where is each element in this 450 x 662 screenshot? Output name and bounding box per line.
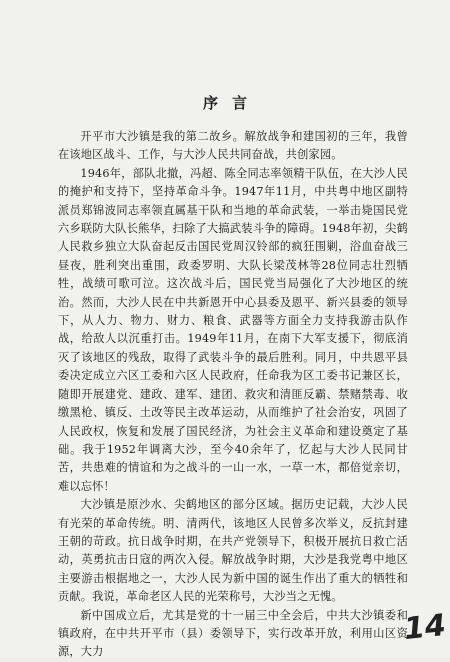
body-text [58,128,408,662]
paragraph: 开平市大沙镇是我的第二故乡。解放战争和建国初的三年，我曾在该地区战斗、工作，与大沙人民共同奋战，共创家园。 [58,130,408,162]
handwritten-page-number: 14 [402,607,448,648]
paragraph: 1946年，部队北撤，冯超、陈全同志率领精干队伍，在大沙人民的掩护和支持下，坚持革命斗争。1947年11月，中共粤中地区副特派员郑锦波同志率领直属基干队和当地的革命武装，一举击毙国民党六乡联防大队长熊华，扫除了大搞武装斗争的障碍。1948年初，尖鹤人民救乡独立大队奋起反击国民党周汉铃部的疯狂围剿，浴血奋战三昼夜，胜利突出重围，政委罗明、大队长梁茂林等28位同志壮烈牺牲，战绩可歌可泣。这次战斗后，国民党当局强化了大沙地区的统治。然而，大沙人民在中共新恩开中心县委及恩平、新兴县委的领导下，从人力、物力、财力、粮食、武器等方面全力支持我游击队作战，给敌人以沉重打击。1949年11月，在南下大军支援下，彻底消灭了该地区的残敌，取得了武装斗争的最后胜利。同月，中共恩平县委决定成立六区工委和六区人民政府，任命我为区工委书记兼区长，随即开展建党、建政、建军、建团、救灾和清匪反霸、禁赌禁毒、收缴黑枪、镇反、土改等民主改革运动，从而维护了社会治安，巩固了人民政权，恢复和发展了国民经济，为社会主义革命和建设奠定了基础。我于1952年调离大沙，至今40余年了，忆起与大沙人民同甘苦，共患难的情谊和为之战斗的一山一水，一草一木，都倍觉亲切，难以忘怀！ [58,166,408,493]
paragraph: 大沙镇是原沙水、尖鹤地区的部分区域。据历史记载，大沙人民有光荣的革命传统。明、清两代，该地区人民曾多次举义，反抗封建王朝的苛政。抗日战争时期，在共产党领导下，积极开展抗日救亡活动，英勇抗击日寇的两次入侵。解放战争时期，大沙是我党粤中地区主要游击根据地之一，大沙人民为新中国的诞生作出了重大的牺牲和贡献。我说，革命老区人民的光荣称号，大沙当之无愧。 [58,498,408,604]
page-title: 序言 [202,94,261,112]
paragraph: 新中国成立后，尤其是党的十一届三中全会后，中共大沙镇委和镇政府，在中共开平市（县）委领导下，实行改革开放，利用山区资源，大力 [58,608,408,659]
